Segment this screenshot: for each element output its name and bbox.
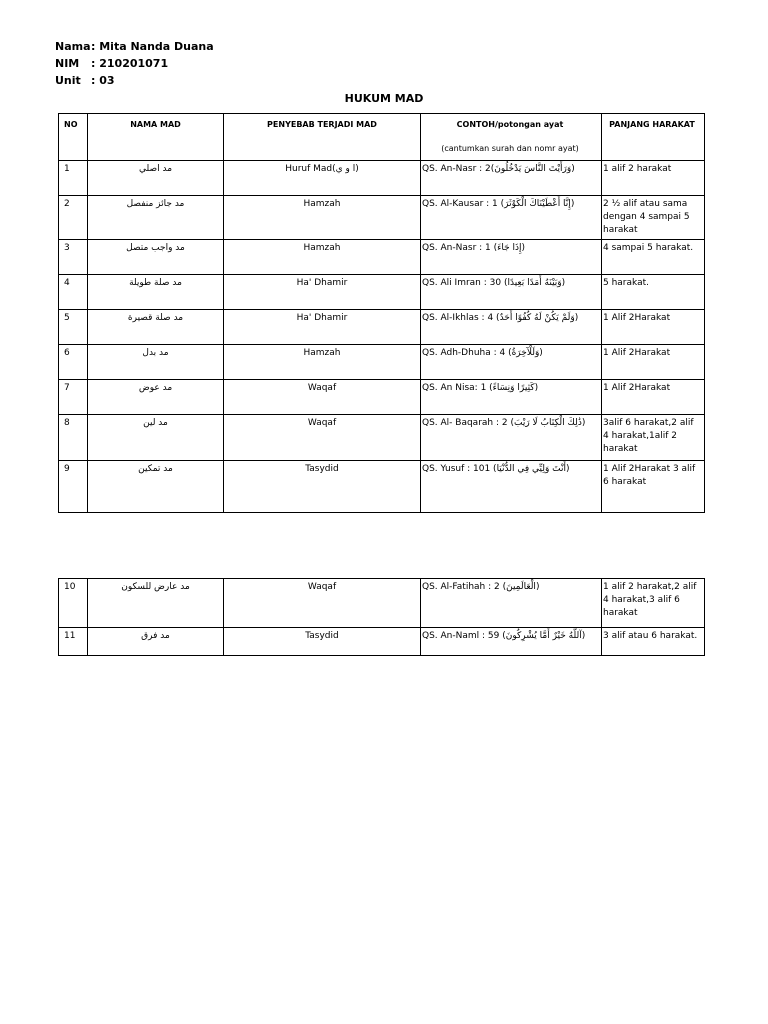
header-nama: NAMA MAD [88, 114, 224, 161]
row-nama-mad: مد جائز منفصل [88, 196, 224, 240]
table-row [59, 628, 705, 656]
name-line [55, 38, 214, 55]
row-panjang-harakat: 1 alif 2 harakat [602, 161, 705, 196]
row-nama-mad: مد تمكين [88, 461, 224, 513]
row-no: 9 [59, 461, 88, 513]
row-contoh: QS. Al-Ikhlas : 4 (وَلَمْ يَكُنْ لَهُ كُفُوًا أَحَدٌ) [421, 310, 602, 345]
table-row [59, 415, 705, 461]
row-no: 6 [59, 345, 88, 380]
row-penyebab: Tasydid [224, 461, 421, 513]
row-panjang-harakat: 2 ½ alif atau sama dengan 4 sampai 5 harakat [602, 196, 705, 240]
table-body-2 [59, 579, 705, 656]
row-nama-mad: مد فرق [88, 628, 224, 656]
row-panjang-harakat: 5 harakat. [602, 275, 705, 310]
row-panjang-harakat: 1 Alif 2Harakat [602, 380, 705, 415]
row-contoh: QS. An-Naml : 59 (آللَّهُ خَيْرٌ أَمَّا يُشْرِكُونَ) [421, 628, 602, 656]
row-no: 11 [59, 628, 88, 656]
row-panjang-harakat: 1 Alif 2Harakat [602, 310, 705, 345]
table-row [59, 380, 705, 415]
nim-line [55, 55, 214, 72]
row-penyebab: Waqaf [224, 579, 421, 628]
row-panjang-harakat: 4 sampai 5 harakat. [602, 240, 705, 275]
row-no: 4 [59, 275, 88, 310]
row-nama-mad: مد واجب متصل [88, 240, 224, 275]
table-row [59, 461, 705, 513]
row-panjang-harakat: 1 alif 2 harakat,2 alif 4 harakat,3 alif 6 harakat [602, 579, 705, 628]
row-contoh: QS. Ali Imran : 30 (وَبَيْنَهُ أَمَدًا بَعِيدًا) [421, 275, 602, 310]
row-penyebab: Ha' Dhamir [224, 275, 421, 310]
row-no: 3 [59, 240, 88, 275]
header-no: NO [59, 114, 88, 161]
table-header-row [59, 114, 705, 161]
nim-label: NIM [55, 57, 80, 70]
row-penyebab: Waqaf [224, 415, 421, 461]
row-nama-mad: مد عارض للسكون [88, 579, 224, 628]
row-penyebab: Hamzah [224, 345, 421, 380]
name-label: Nama [55, 40, 91, 53]
header-contoh-label: CONTOH/potongan ayat [456, 120, 564, 129]
header-contoh [421, 114, 602, 161]
row-nama-mad: مد صلة قصيرة [88, 310, 224, 345]
table-row [59, 196, 705, 240]
row-penyebab: Tasydid [224, 628, 421, 656]
row-contoh: QS. Al- Baqarah : 2 (ذَٰلِكَ الْكِتَابُ لَا رَيْبَ) [421, 415, 602, 461]
row-nama-mad: مد اصلي [88, 161, 224, 196]
row-penyebab: Ha' Dhamir [224, 310, 421, 345]
row-penyebab: Hamzah [224, 196, 421, 240]
table-row [59, 310, 705, 345]
row-contoh: QS. Al-Fatihah : 2 (الْعَالَمِينَ) [421, 579, 602, 628]
header-sebab: PENYEBAB TERJADI MAD [224, 114, 421, 161]
mad-table-continued [58, 578, 705, 656]
row-contoh: QS. Adh-Dhuha : 4 (وَلَلْآخِرَةُ) [421, 345, 602, 380]
row-nama-mad: مد عوض [88, 380, 224, 415]
row-nama-mad: مد لين [88, 415, 224, 461]
student-info [55, 38, 214, 89]
row-no: 8 [59, 415, 88, 461]
row-no: 10 [59, 579, 88, 628]
row-nama-mad: مد بدل [88, 345, 224, 380]
row-panjang-harakat: 3 alif atau 6 harakat. [602, 628, 705, 656]
unit-line [55, 72, 214, 89]
nim-value: : 210201071 [91, 57, 169, 70]
table-row [59, 275, 705, 310]
row-penyebab: Waqaf [224, 380, 421, 415]
row-nama-mad: مد صلة طويلة [88, 275, 224, 310]
row-penyebab: Huruf Mad(ا و ي) [224, 161, 421, 196]
row-no: 1 [59, 161, 88, 196]
unit-value: : 03 [91, 74, 115, 87]
table-row [59, 240, 705, 275]
table-row [59, 579, 705, 628]
header-contoh-sub: (cantumkan surah dan nomr ayat) [441, 144, 579, 153]
row-panjang-harakat: 3alif 6 harakat,2 alif 4 harakat,1alif 2 harakat [602, 415, 705, 461]
table-row [59, 161, 705, 196]
row-contoh: QS. An-Nasr : 1 (إِذَا جَاءَ) [421, 240, 602, 275]
unit-label: Unit [55, 74, 81, 87]
name-value: : Mita Nanda Duana [91, 40, 214, 53]
row-panjang-harakat: 1 Alif 2Harakat [602, 345, 705, 380]
row-panjang-harakat: 1 Alif 2Harakat 3 alif 6 harakat [602, 461, 705, 513]
row-no: 7 [59, 380, 88, 415]
row-penyebab: Hamzah [224, 240, 421, 275]
row-no: 2 [59, 196, 88, 240]
row-no: 5 [59, 310, 88, 345]
page-title: HUKUM MAD [344, 92, 424, 105]
row-contoh: QS. Yusuf : 101 (أَنْتَ وَلِيِّي فِي الدُّنْيَا) [421, 461, 602, 513]
row-contoh: QS. An-Nasr : 2(وَرَأَيْتَ النَّاسَ يَدْخُلُونَ) [421, 161, 602, 196]
header-panjang: PANJANG HARAKAT [602, 114, 705, 161]
row-contoh: QS. An Nisa: 1 (كَثِيرًا وَنِسَاءً) [421, 380, 602, 415]
row-contoh: QS. Al-Kausar : 1 (إِنَّا أَعْطَيْنَاكَ الْكَوْثَرَ) [421, 196, 602, 240]
table-body-1 [59, 161, 705, 513]
table-row [59, 345, 705, 380]
mad-table [58, 113, 705, 513]
